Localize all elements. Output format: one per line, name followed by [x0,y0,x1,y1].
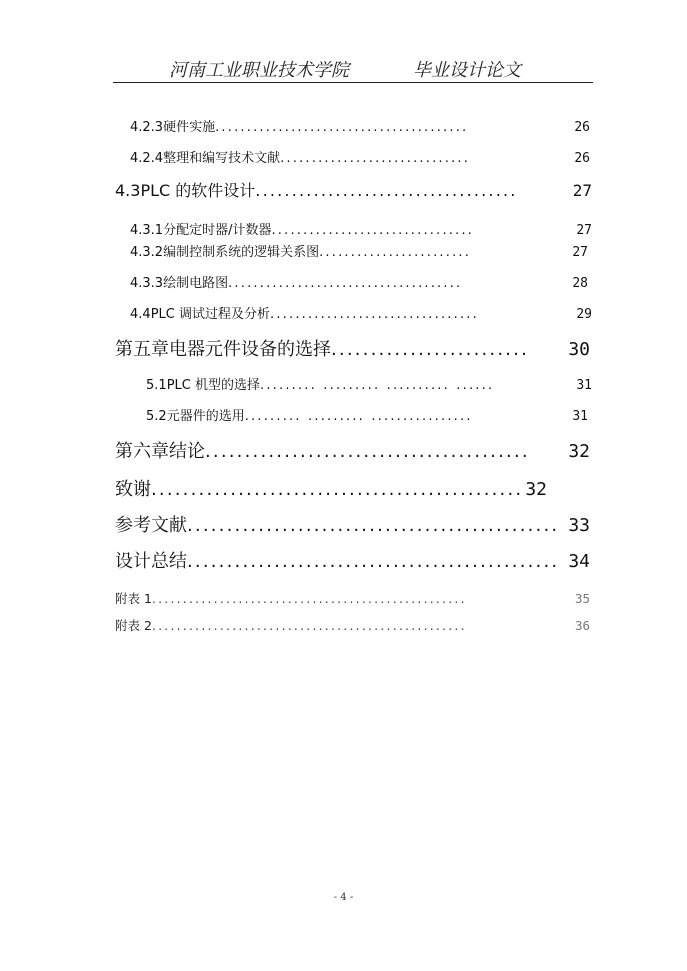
toc-entry-title: 元器件的选用 [166,409,245,424]
toc-entry[interactable] [115,616,590,634]
toc-entry[interactable] [115,589,590,607]
toc-entry[interactable] [115,547,590,573]
toc-entry[interactable] [130,272,588,291]
toc-entry-title: 结论 [169,441,205,462]
toc-entry[interactable] [115,511,590,537]
toc-entry-page: 32 [525,479,547,500]
toc-entry[interactable] [115,335,590,361]
toc-leader-dots: ......................................... [205,441,530,462]
toc-entry-page: 31 [576,378,592,393]
toc-entry-page: 35 [574,591,590,606]
toc-entry-page: 26 [574,120,590,135]
toc-entry-title: 致谢 [115,479,151,500]
toc-entry-page: 32 [568,441,590,462]
toc-entry-number: 4.3 [115,181,141,200]
toc-leader-dots: ................................................... [151,618,467,633]
toc-entry-page: 33 [568,515,590,536]
toc-entry-title: 电器元件设备的选择 [169,339,331,360]
toc-entry[interactable] [115,437,590,463]
toc-entry-number: 4.4 [130,307,151,322]
toc-leader-dots: ......... ......... .......... ...... [259,378,495,393]
toc-entry-page: 29 [576,307,592,322]
toc-entry[interactable] [146,374,592,393]
page-number: - 4 - [333,892,354,903]
toc-entry-number: 5.2 [146,409,167,424]
toc-leader-dots: ........................................ [215,120,469,135]
toc-entry[interactable] [130,241,588,260]
header-school-name: 河南工业职业技术学院 [169,60,349,81]
toc-entry[interactable] [115,178,592,201]
toc-leader-dots: ................................ [271,223,475,238]
page-header [113,56,593,83]
toc-leader-dots: ............................................... [151,479,524,500]
header-thesis-label: 毕业设计论文 [413,60,521,81]
toc-entry-page: 36 [574,618,590,633]
toc-entry-title: 编制控制系统的逻辑关系图 [163,245,320,260]
toc-entry-title: 硬件实施 [163,120,216,135]
toc-entry[interactable] [130,147,590,166]
toc-leader-dots: ..................................... [228,276,463,291]
toc-entry-number: 4.3.3 [130,276,164,291]
toc-entry-page: 28 [572,276,588,291]
toc-entry-number: 4.3.2 [130,245,164,260]
toc-leader-dots: ............................................... [187,515,560,536]
toc-entry-number: 第五章 [115,339,169,360]
toc-leader-dots: ................................................... [151,591,467,606]
toc-entry[interactable] [130,219,592,238]
toc-entry-page: 31 [572,409,588,424]
toc-entry-page: 34 [568,551,590,572]
toc-leader-dots: ................................. [269,307,479,322]
toc-entry-number: 第六章 [115,441,169,462]
toc-entry-title: 绘制电路图 [163,276,229,291]
toc-leader-dots: ........................ [319,245,472,260]
toc-entry-page: 26 [574,151,590,166]
toc-leader-dots: ............................................... [187,551,560,572]
toc-leader-dots: .................................... [255,181,518,200]
toc-entry[interactable] [130,303,592,322]
toc-entry-number: 4.3.1 [130,223,164,238]
toc-entry-title: 参考文献 [115,515,187,536]
toc-leader-dots: .............................. [280,151,471,166]
toc-entry-number: 4.2.3 [130,120,164,135]
toc-entry-title: 整理和编写技术文献 [163,151,281,166]
toc-leader-dots: ......................... [331,339,530,360]
toc-entry-title: PLC 调试过程及分析 [150,307,270,322]
toc-entry[interactable] [146,405,588,424]
toc-entry-title: PLC 机型的选择 [166,378,260,393]
toc-entry[interactable] [115,475,547,501]
toc-entry-title: PLC 的软件设计 [140,181,256,200]
toc-entry-title: 附表 1 [115,591,152,606]
toc-entry[interactable] [130,116,590,135]
toc-entry-page: 27 [572,245,588,260]
toc-entry-page: 27 [576,223,592,238]
toc-entry-number: 4.2.4 [130,151,164,166]
toc-entry-title: 设计总结 [115,551,187,572]
toc-entry-title: 附表 2 [115,618,152,633]
toc-entry-page: 30 [568,339,590,360]
toc-entry-title: 分配定时器/计数器 [163,223,272,238]
toc-entry-number: 5.1 [146,378,167,393]
toc-entry-page: 27 [572,181,592,200]
toc-leader-dots: ......... ......... ................ [244,409,473,424]
